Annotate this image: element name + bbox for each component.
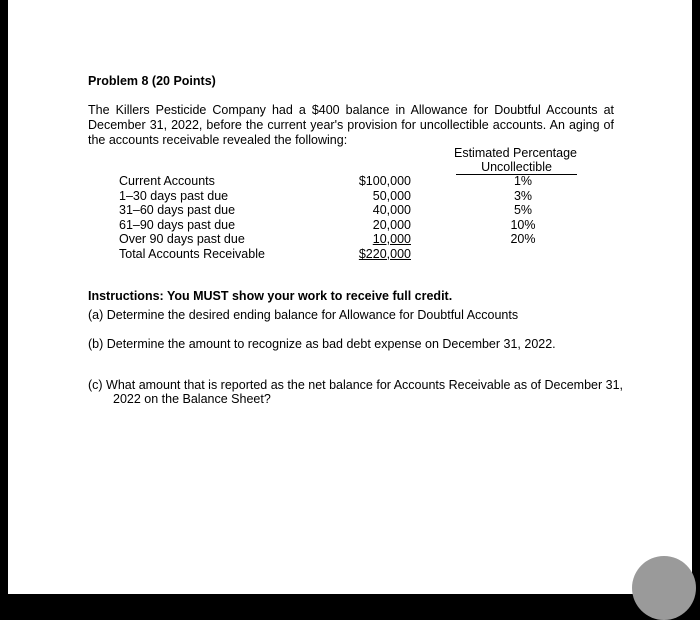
table-row-amount: 50,000 [372,188,411,203]
table-row-pct: 5% [513,203,533,217]
question-b: (b) Determine the amount to recognize as bad debt expense on December 31, 2022. [88,337,556,351]
table-row-label-total: Total Accounts Receivable [119,246,265,261]
question-a: (a) Determine the desired ending balance for Allowance for Doubtful Accounts [88,308,519,322]
table-row-label: Current Accounts [119,174,215,188]
aging-labels [119,174,265,261]
table-row-label: 61–90 days past due [119,217,236,232]
corner-overlay [632,556,696,620]
problem-title: Problem 8 (20 Points) [88,74,216,88]
document-page [8,0,692,594]
aging-amounts [353,174,411,261]
instructions-heading: Instructions: You MUST show your work to receive full credit. [88,289,453,303]
question-c-line-1: (c) What amount that is reported as the net balance for Accounts Receivable as of December 31, [88,378,624,392]
table-row-label: 1–30 days past due [119,188,229,203]
header-line-1: Estimated Percentage [454,146,577,160]
table-row-amount: 10,000 [372,232,411,246]
table-row-amount: 20,000 [372,217,411,232]
table-row-pct: 3% [513,188,533,203]
table-row-label: Over 90 days past due [119,232,245,246]
table-row-amount: 40,000 [372,203,411,217]
problem-intro: The Killers Pesticide Company had a $400 balance in Allowance for Doubtful Accounts at December 31, 2022, before the current year's provision for uncollectible accounts. An aging of the accounts receivable revealed the following: [88,103,614,147]
table-row-label: 31–60 days past due [119,203,236,217]
table-row-pct: 20% [510,232,536,246]
question-c-line-2: 2022 on the Balance Sheet? [113,392,271,406]
estimated-percentage-header [448,146,583,175]
question-c [88,378,623,406]
table-row-pct: 10% [510,217,536,232]
table-row-pct: 1% [513,174,533,188]
table-row-amount-total: $220,000 [358,246,411,261]
aging-percentages [501,174,545,247]
table-row-amount: $100,000 [358,174,411,188]
header-line-2: Uncollectible [456,160,577,175]
